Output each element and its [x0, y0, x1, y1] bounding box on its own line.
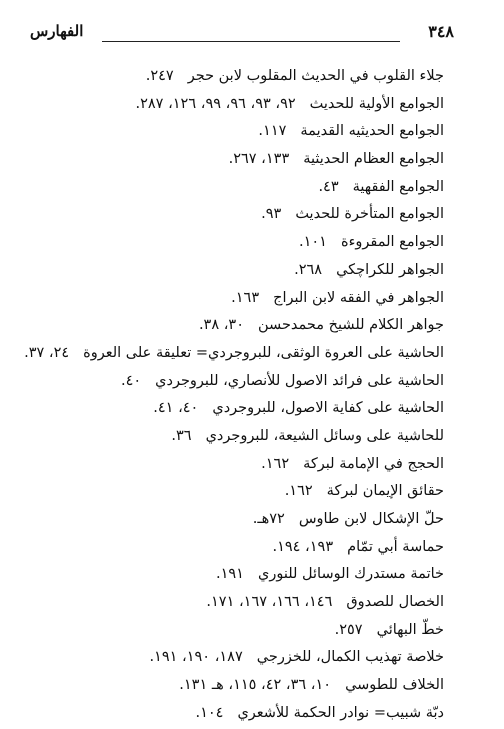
- entry-title: الخصال للصدوق: [346, 594, 444, 611]
- entry-title: الجوامع المقروءة: [340, 234, 444, 251]
- index-entry: [24, 561, 444, 589]
- entry-title: الخلاف للطوسي: [345, 677, 444, 694]
- entry-pages: ١٣٣، ٢٦٧.: [228, 151, 290, 168]
- entry-pages: ١٦٣.: [231, 289, 260, 306]
- entry-title: خاتمة مستدرك الوسائل للنوري: [257, 566, 444, 583]
- entry-pages: ١٨٧، ١٩٠، ١٩١.: [149, 649, 243, 666]
- index-entry: [24, 617, 444, 645]
- entry-pages: ٤٠، ٤١.: [153, 400, 199, 417]
- entry-title: الجوامع الفقهية: [352, 178, 444, 195]
- index-entry: [24, 534, 444, 562]
- entry-pages: ١٤٦، ١٦٦، ١٦٧، ١٧١.: [206, 594, 333, 611]
- index-entry: [24, 285, 444, 313]
- entry-title: الجواهر في الفقه لابن البراج: [273, 289, 444, 306]
- entry-title: جلاء القلوب في الحديث المقلوب لابن حجر: [187, 68, 444, 84]
- index-entry: [24, 423, 444, 451]
- entry-pages: ٧٢هـ.: [252, 511, 285, 527]
- entry-pages: ١٦٢.: [261, 455, 290, 472]
- entry-title: الجوامع العظام الحديثية: [303, 151, 444, 168]
- header-rule: [102, 41, 400, 42]
- index-entry: [24, 63, 444, 91]
- entry-title: خطّ البهائي: [376, 621, 444, 638]
- index-entries: [24, 63, 444, 728]
- index-entry: [24, 312, 444, 340]
- entry-title: الجوامع الحديثيه القديمة: [300, 123, 444, 140]
- index-entry: [24, 451, 444, 479]
- index-entry: [24, 340, 444, 368]
- index-entry: [24, 700, 444, 728]
- entry-pages: ٤٠.: [120, 372, 142, 389]
- entry-title: للحاشية على وسائل الشيعة، للبروجردي: [205, 427, 444, 444]
- index-entry: [24, 91, 444, 119]
- index-entry: [24, 589, 444, 617]
- entry-pages: ١٦٢.: [284, 483, 313, 500]
- index-entry: [24, 672, 444, 700]
- entry-pages: ١٩٣، ١٩٤.: [272, 538, 334, 555]
- entry-title: حلّ الإشكال لابن طاوس: [298, 511, 444, 527]
- entry-pages: ٩٢، ٩٣، ٩٦، ٩٩، ١٢٦، ٢٨٧.: [135, 95, 296, 112]
- entry-title: خلاصة تهذيب الكمال، للخزرجي: [256, 649, 444, 666]
- index-entry: [24, 257, 444, 285]
- entry-title: الحاشية على فرائد الاصول للأنصاري، للبروجردي: [155, 372, 444, 389]
- index-entry: [24, 644, 444, 672]
- entry-title: الجواهر للكراچكي: [336, 261, 444, 278]
- entry-pages: ٣٦.: [171, 427, 192, 444]
- entry-pages: ١١٧.: [258, 123, 287, 140]
- index-entry: [24, 146, 444, 174]
- entry-pages: ٢٤، ٣٧.: [24, 344, 70, 361]
- entry-title: حماسة أبي تمّام: [347, 538, 444, 555]
- entry-pages: ١٩١.: [216, 566, 244, 583]
- entry-title: الجوامع المتأخرة للحديث: [295, 206, 444, 223]
- section-title: الفهارس: [30, 22, 84, 40]
- index-entry: [24, 229, 444, 257]
- entry-pages: ١٠٤.: [195, 704, 224, 721]
- index-entry: [24, 118, 444, 146]
- index-entry: [24, 368, 444, 396]
- entry-title: حقائق الإيمان لبركة: [326, 483, 444, 500]
- index-entry: [24, 395, 444, 423]
- entry-title: الحجج في الإمامة لبركة: [303, 455, 444, 472]
- entry-title: الحاشية على كفاية الاصول، للبروجردي: [212, 400, 444, 417]
- entry-pages: ١٠١.: [299, 234, 327, 251]
- entry-title: جواهر الكلام للشيخ محمدحسن: [258, 317, 444, 334]
- entry-pages: ٢٤٧.: [145, 68, 174, 84]
- entry-title: الجوامع الأولية للحديث: [309, 95, 444, 112]
- entry-pages: ٢٦٨.: [294, 261, 323, 278]
- index-entry: [24, 174, 444, 202]
- entry-pages: ٤٣.: [318, 178, 339, 195]
- entry-pages: ٢٥٧.: [334, 621, 363, 638]
- index-entry: [24, 201, 444, 229]
- entry-pages: ١٠، ٣٦، ٤٢، ١١٥، هـ ١٣١.: [179, 677, 332, 694]
- entry-pages: ٩٣.: [261, 206, 282, 223]
- page-number: ٣٤٨: [428, 22, 454, 41]
- page-header: [30, 18, 474, 48]
- index-entry: [24, 478, 444, 506]
- entry-pages: ٣٠، ٣٨.: [198, 317, 244, 334]
- index-entry: [24, 506, 444, 534]
- entry-title: الحاشية على العروة الوثقى، للبروجردي= تعليقة على العروة: [83, 344, 444, 361]
- entry-title: دبّة شبيب= نوادر الحكمة للأشعري: [237, 704, 444, 721]
